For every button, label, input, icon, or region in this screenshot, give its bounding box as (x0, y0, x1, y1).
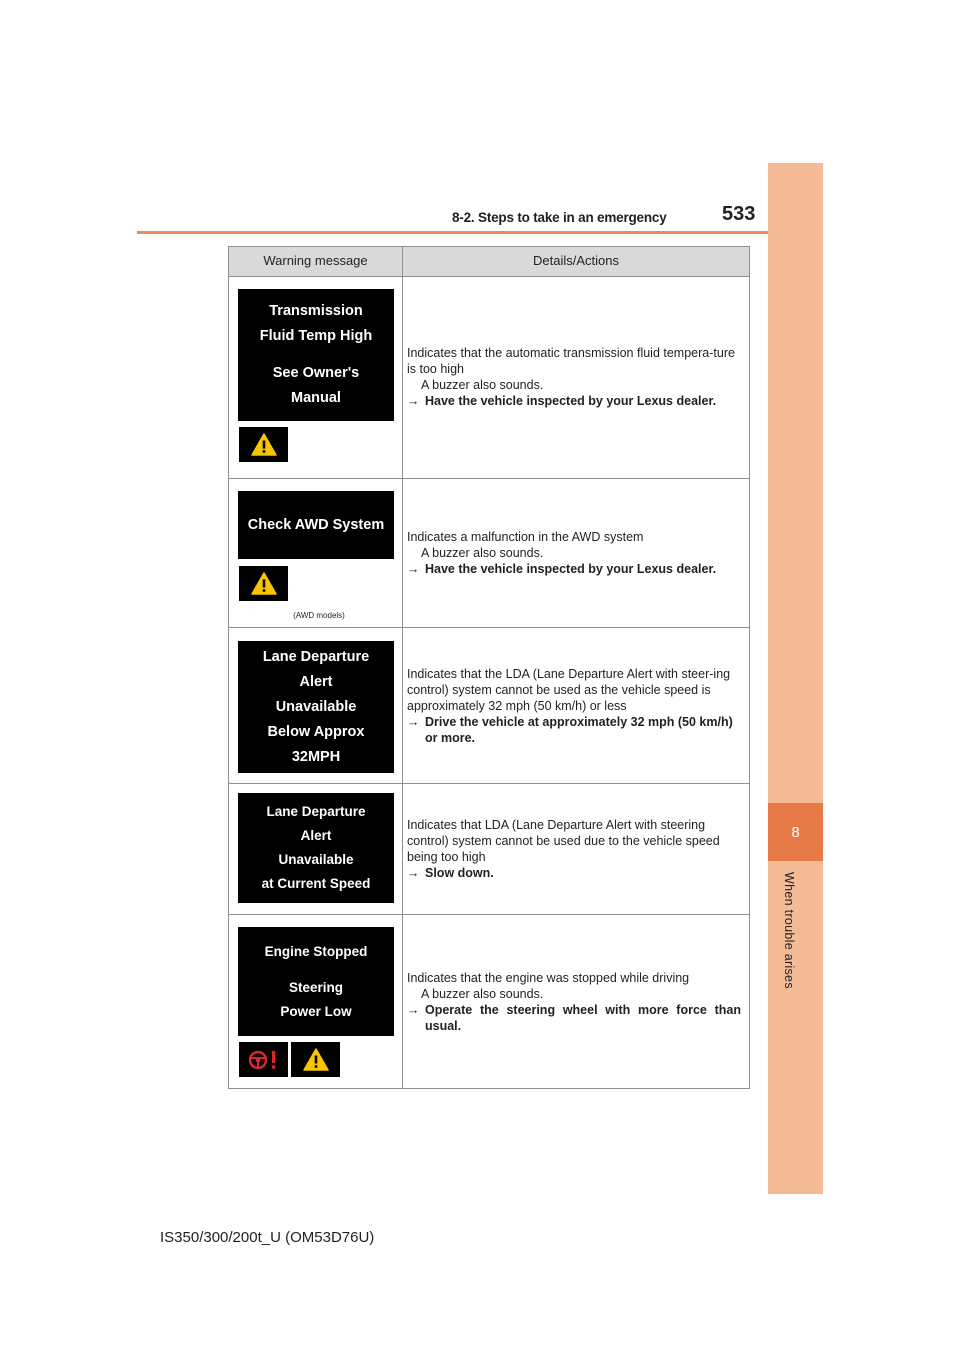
action: → Have the vehicle inspected by your Lexus dealer. (407, 394, 717, 408)
chapter-tab-strip (768, 163, 823, 1194)
table-header (229, 247, 749, 277)
buzzer-note: A buzzer also sounds. (421, 378, 544, 392)
manual-code: IS350/300/200t_U (OM53D76U) (160, 1229, 375, 1246)
table-row (229, 628, 749, 784)
column-header-warning: Warning message (229, 247, 403, 276)
arrow-icon: → (407, 1002, 420, 1017)
arrow-icon: → (407, 714, 420, 729)
action: → Drive the vehicle at approximately 32 mph (50 km/h) or more. (407, 714, 733, 745)
arrow-icon: → (407, 562, 420, 576)
buzzer-note: A buzzer also sounds. (421, 986, 544, 1001)
warning-triangle-icon (239, 427, 288, 462)
warning-triangle-icon (291, 1042, 340, 1077)
action: → Have the vehicle inspected by your Lexus dealer. (407, 562, 717, 576)
chapter-label: When trouble arises (782, 872, 796, 989)
description: Indicates that LDA (Lane Departure Alert with steering control) system cannot be used due to the vehicle speed being too high (407, 818, 720, 864)
details-cell (407, 276, 741, 478)
table-row (229, 784, 749, 915)
arrow-icon: → (407, 394, 420, 408)
display-message: Lane Departure Alert Unavailable Below Approx 32MPH (238, 641, 394, 773)
table-row (229, 479, 749, 628)
action: → Operate the steering wheel with more force than usual. (407, 1002, 741, 1033)
page-number: 533 (722, 203, 756, 225)
section-title: 8-2. Steps to take in an emergency (452, 210, 667, 225)
column-header-details: Details/Actions (533, 253, 619, 268)
buzzer-note: A buzzer also sounds. (421, 546, 544, 560)
description: Indicates that the engine was stopped while driving (407, 970, 690, 985)
model-note: (AWD models) (293, 611, 345, 620)
arrow-icon: → (407, 866, 420, 880)
display-message: Transmission Fluid Temp High See Owner's Manual (238, 289, 394, 421)
description: Indicates that the LDA (Lane Departure Alert with steer-ing control) system cannot be used as the vehicle speed is approximately 32 mph (50 km/h) or less (407, 666, 731, 713)
warning-message-table (228, 246, 750, 1089)
table-row (229, 276, 749, 479)
display-message: Check AWD System (238, 491, 394, 559)
details-cell (407, 784, 741, 914)
power-steering-warning-icon (239, 1042, 288, 1077)
chapter-number: 8 (768, 803, 823, 861)
description: Indicates a malfunction in the AWD system (407, 530, 644, 544)
display-message: Engine Stopped Steering Power Low (238, 927, 394, 1036)
details-cell (407, 628, 741, 783)
warning-triangle-icon (239, 566, 288, 601)
action: → Slow down. (407, 866, 494, 880)
header-rule (137, 231, 823, 234)
table-row (229, 915, 749, 1088)
details-cell (407, 915, 741, 1088)
description: Indicates that the automatic transmission fluid tempera-ture is too high (407, 346, 735, 376)
details-cell (407, 479, 741, 627)
display-message: Lane Departure Alert Unavailable at Current Speed (238, 793, 394, 903)
